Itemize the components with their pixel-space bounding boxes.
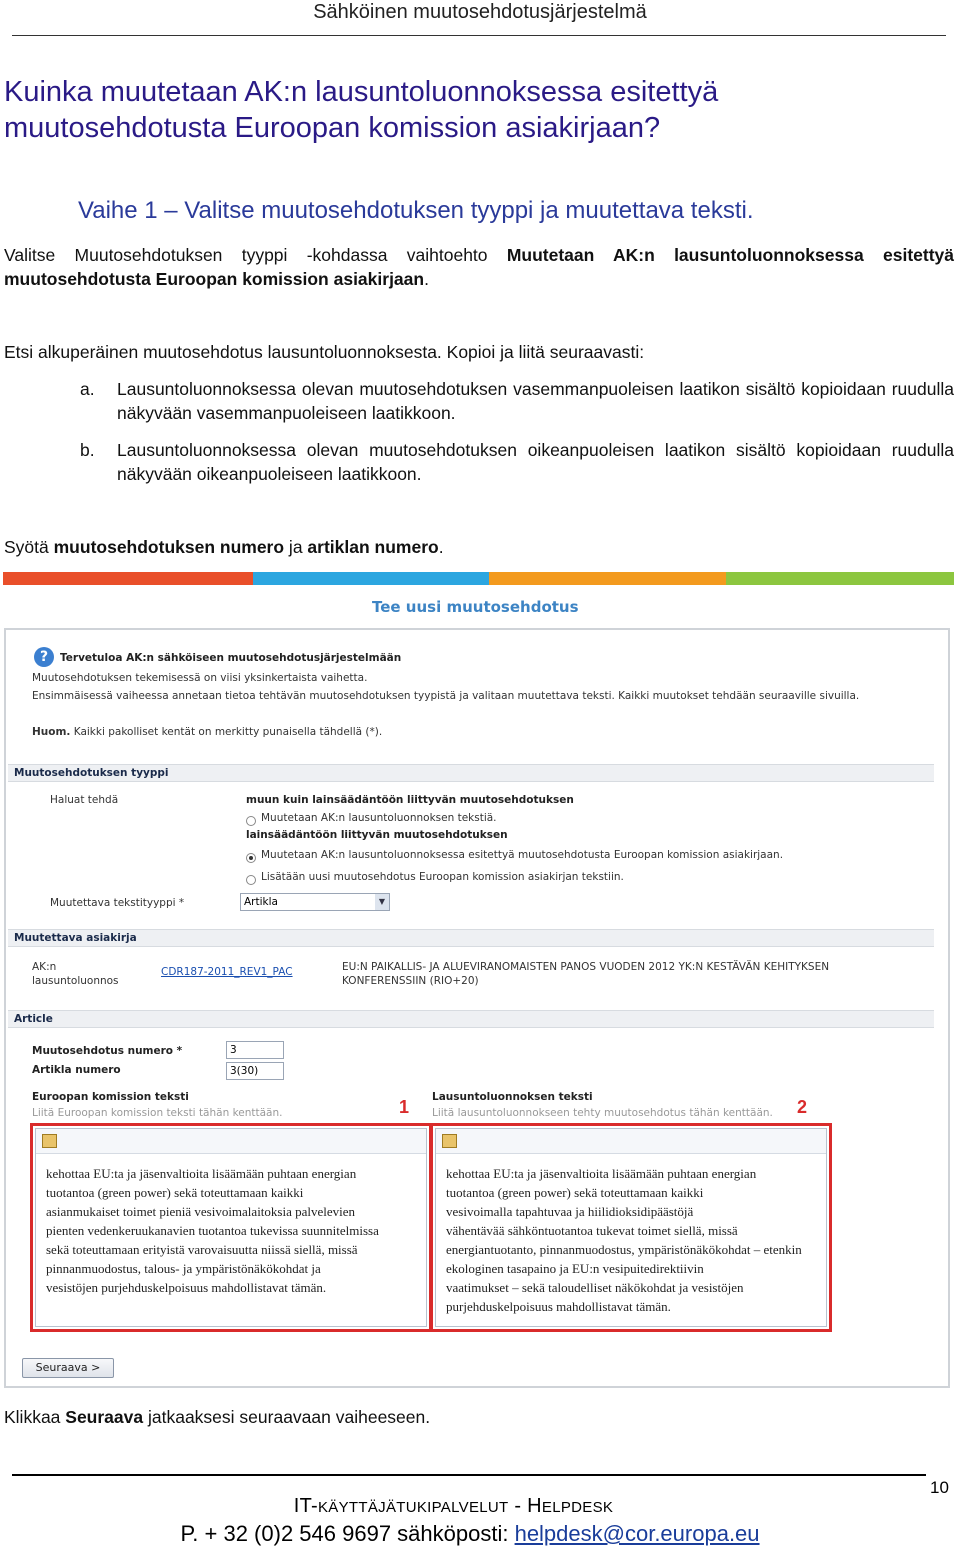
next-button[interactable]: Seuraava > xyxy=(22,1358,114,1378)
draft-text-highlight xyxy=(430,1123,832,1332)
ak-draft-label: AK:n lausuntoluonnos xyxy=(32,961,119,987)
text-type-select[interactable] xyxy=(240,893,390,911)
radio-option-3-label: Lisätään uusi muutosehdotus Euroopan komission asiakirjan tekstiin. xyxy=(261,871,624,883)
commission-text-highlight xyxy=(30,1123,432,1332)
commission-text-editor[interactable] xyxy=(35,1128,427,1327)
radio-option-2[interactable] xyxy=(246,850,256,868)
bar-segment-green xyxy=(726,572,954,585)
article-number-input[interactable]: 3(30) xyxy=(226,1062,284,1080)
document-title: EU:N PAIKALLIS- JA ALUEVIRANOMAISTEN PANOS VUODEN 2012 YK:N KESTÄVÄN KEHITYKSEN KONFERENSSIIN (RIO+20) xyxy=(342,961,830,987)
commission-text-hint: Liitä Euroopan komission teksti tähän kenttään. xyxy=(32,1107,283,1119)
paragraph-click-next: Klikkaa Seuraava jatkaaksesi seuraavaan vaiheeseen. xyxy=(4,1407,431,1427)
list-marker-b: b. xyxy=(80,440,95,460)
callout-label-2: 2 xyxy=(797,1097,808,1117)
paragraph-text: . xyxy=(424,269,429,289)
footer-divider xyxy=(12,1474,926,1476)
page-number: 10 xyxy=(930,1478,949,1497)
draft-text-content[interactable]: kehottaa EU:ta ja jäsenvaltioita lisäämään puhtaan energian tuotantoa (green power) sekä toteuttamaan kaikki vesivoimalla tapahtuvaa ja hiilidioksidipäästöjä vähentävää sähköntuotantoa tukevat toimet siellä, missä energiantuotanto, pinnanmuodostus, ympäristönäkökohdat – etenkin ekologinen tasapaino ja EU:n vesipuitedirektiivin vaatimukset – sekä taloudelliset näkökohdat ja vesistöjen purjehduskelpoisuus mahdollistavat tämän. xyxy=(446,1166,802,1314)
radio-button[interactable] xyxy=(246,875,256,885)
brand-color-bar xyxy=(3,572,954,585)
radio-button-selected[interactable] xyxy=(246,853,256,863)
radio-option-3[interactable] xyxy=(246,872,256,890)
note-text: Huom. Kaikki pakolliset kentät on merkitty punaisella tähdellä (*). xyxy=(32,726,383,738)
commission-text-title: Euroopan komission teksti xyxy=(32,1091,189,1103)
paragraph-copy-instructions: Etsi alkuperäinen muutosehdotus lausuntoluonnoksesta. Kopioi ja liitä seuraavasti: xyxy=(4,342,645,362)
paragraph-enter-numbers: Syötä muutosehdotuksen numero ja artiklan numero. xyxy=(4,537,444,557)
form-screenshot-frame xyxy=(4,628,950,1388)
list-item-a: Lausuntoluonnoksessa olevan muutosehdotuksen vasemmanpuoleisen laatikon sisältö kopioidaan ruudulla näkyvään vasemmanpuoleiseen laatikkoon. xyxy=(117,379,954,423)
article-number-label: Artikla numero xyxy=(32,1064,121,1076)
want-label: Haluat tehdä xyxy=(50,794,119,806)
intro-text-1: Muutosehdotuksen tekemisessä on viisi yksinkertaista vaihetta. xyxy=(32,672,368,684)
text-type-label: Muutettava tekstityyppi * xyxy=(50,897,185,909)
intro-text-2: Ensimmäisessä vaiheessa annetaan tietoa tehtävän muutosehdotuksen tyypistä ja valitaan muutettava teksti. Kaikki muutokset tehdään seuraaville sivuilla. xyxy=(32,690,860,702)
amendment-number-input[interactable]: 3 xyxy=(226,1041,284,1059)
chevron-down-icon[interactable]: ▼ xyxy=(375,894,389,910)
bar-segment-orange xyxy=(3,572,253,585)
draft-text-hint: Liitä lausuntoluonnokseen tehty muutosehdotus tähän kenttään. xyxy=(432,1107,773,1119)
paragraph-instructions xyxy=(4,243,954,291)
radio-option-1-label: Muutetaan AK:n lausuntoluonnoksen tekstiä. xyxy=(261,812,497,824)
group-non-legislative: muun kuin lainsäädäntöön liittyvän muutosehdotuksen xyxy=(246,794,574,806)
paste-icon[interactable] xyxy=(442,1134,457,1148)
list-marker-a: a. xyxy=(80,379,95,399)
callout-label-1: 1 xyxy=(399,1097,410,1117)
footer-contact: P. + 32 (0)2 546 9697 sähköposti: helpdesk@cor.europa.eu xyxy=(180,1521,760,1546)
document-link[interactable]: CDR187-2011_REV1_PAC xyxy=(161,966,293,978)
header-divider xyxy=(12,35,946,36)
form-page-title: Tee uusi muutosehdotus xyxy=(372,598,579,616)
section-header-document: Muutettava asiakirja xyxy=(8,929,934,947)
footer-service-name: IT-KÄYTTÄJÄTUKIPALVELUT - HELPDESK xyxy=(293,1495,614,1517)
paste-icon[interactable] xyxy=(42,1134,57,1148)
group-legislative: lainsäädäntöön liittyvän muutosehdotuksen xyxy=(246,829,508,841)
radio-button[interactable] xyxy=(246,816,256,826)
bar-segment-blue xyxy=(253,572,489,585)
page-heading: Kuinka muutetaan AK:n lausuntoluonnoksessa esitettyä muutosehdotusta Euroopan komission asiakirjaan? xyxy=(4,76,719,144)
commission-text-content[interactable]: kehottaa EU:ta ja jäsenvaltioita lisäämään puhtaan energian tuotantoa (green power) sekä toteuttamaan kaikki asianmukaiset toimet pieniä vesivoimalaitoksia palvelevien pienten vedenkeruukanavien tuotantoa tukevissa suunnitelmissa sekä toteuttamaan erityistä varovaisuutta niissä siellä, missä pinnanmuodostus, talous- ja ympäristönäkökohdat ja vesistöjen purjehduskelpoisuus mahdollistavat tämän. xyxy=(46,1166,379,1295)
info-icon: ? xyxy=(34,647,54,667)
draft-text-title: Lausuntoluonnoksen teksti xyxy=(432,1091,593,1103)
bar-segment-yellow xyxy=(489,572,726,585)
paragraph-bold: Muutetaan AK:n lausuntoluonnoksessa esitettyä muutosehdotusta Euroopan komission asiakirjaan xyxy=(4,245,954,289)
text-type-value: Artikla xyxy=(244,896,278,908)
editor-toolbar xyxy=(36,1129,426,1154)
amendment-number-label: Muutosehdotus numero * xyxy=(32,1045,183,1057)
step-heading: Vaihe 1 – Valitse muutosehdotuksen tyyppi ja muutettava teksti. xyxy=(78,197,754,224)
paragraph-text: Valitse Muutosehdotuksen tyyppi -kohdassa vaihtoehto xyxy=(4,245,507,265)
section-header-type: Muutosehdotuksen tyyppi xyxy=(8,764,934,782)
radio-option-2-label: Muutetaan AK:n lausuntoluonnoksessa esitettyä muutosehdotusta Euroopan komission asiakirjaan. xyxy=(261,849,784,861)
helpdesk-email-link[interactable]: helpdesk@cor.europa.eu xyxy=(514,1521,760,1546)
welcome-title: Tervetuloa AK:n sähköiseen muutosehdotusjärjestelmään xyxy=(60,652,402,664)
section-header-article: Article xyxy=(8,1010,934,1028)
draft-text-editor[interactable] xyxy=(435,1128,827,1327)
editor-toolbar xyxy=(436,1129,826,1154)
list-item-b: Lausuntoluonnoksessa olevan muutosehdotuksen oikeanpuoleisen laatikon sisältö kopioidaan ruudulla näkyvään oikeanpuoleiseen laatikkoon. xyxy=(117,440,954,484)
document-header-title: Sähköinen muutosehdotusjärjestelmä xyxy=(313,1,647,23)
